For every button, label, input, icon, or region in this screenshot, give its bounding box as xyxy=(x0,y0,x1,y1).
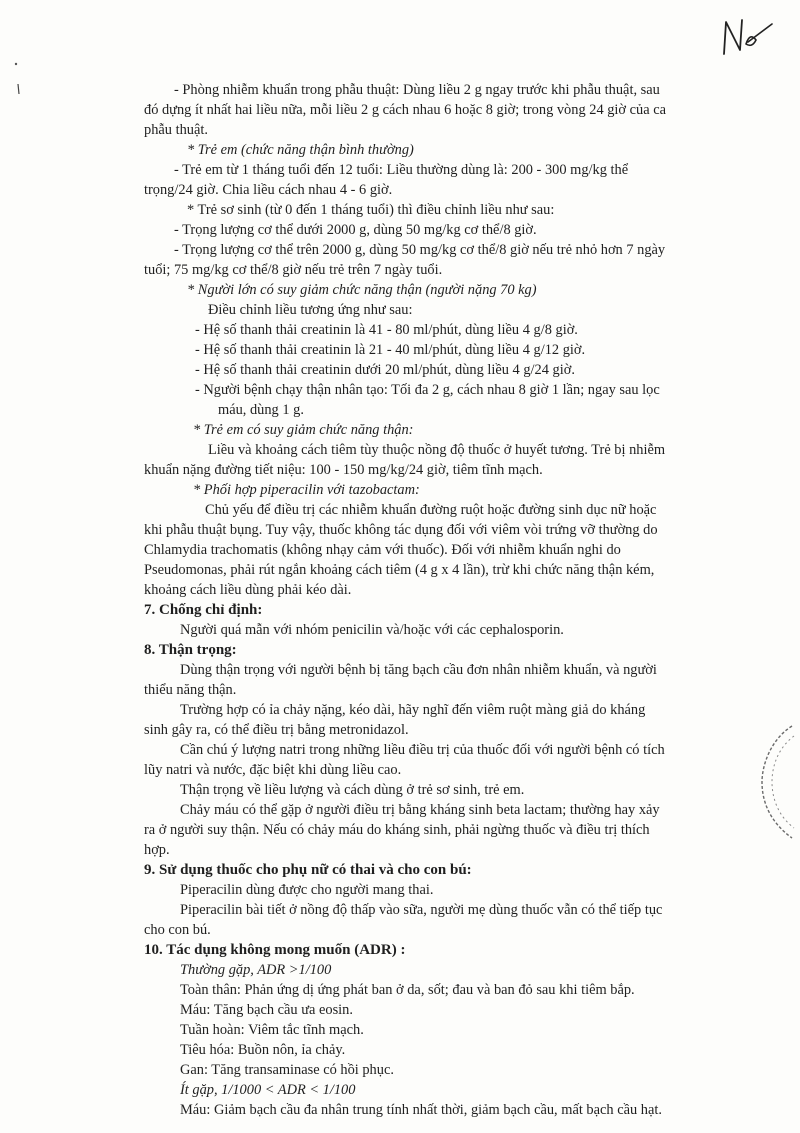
section-heading-precautions: 8. Thận trọng: xyxy=(144,642,237,658)
doc-line: Piperacilin dùng được cho người mang thai. xyxy=(180,882,434,898)
doc-line: - Người bệnh chạy thận nhân tạo: Tối đa 2 g, cách nhau 8 giờ 1 lần; ngay sau lọc xyxy=(195,382,660,398)
scan-speck xyxy=(10,60,24,100)
doc-line: - Hệ số thanh thải creatinin là 21 - 40 ml/phút, dùng liều 4 g/12 giờ. xyxy=(195,342,586,358)
doc-subheading: Ít gặp, 1/1000 < ADR < 1/100 xyxy=(180,1082,356,1098)
doc-line: - Trọng lượng cơ thể dưới 2000 g, dùng 50 mg/kg cơ thể/8 giờ. xyxy=(174,222,537,238)
doc-line: Gan: Tăng transaminase có hồi phục. xyxy=(180,1062,394,1078)
doc-line: - Trọng lượng cơ thể trên 2000 g, dùng 50 mg/kg cơ thể/8 giờ nếu trẻ nhỏ hơn 7 ngày xyxy=(174,242,666,258)
doc-line: - Hệ số thanh thải creatinin dưới 20 ml/phút, dùng liều 4 g/24 giờ. xyxy=(195,362,575,378)
doc-line: ra ở người suy thận. Nếu có chảy máu do kháng sinh, phải ngừng thuốc và điều trị thích xyxy=(144,822,650,838)
doc-line: Piperacilin bài tiết ở nồng độ thấp vào sữa, người mẹ dùng thuốc vẫn có thể tiếp tục xyxy=(180,902,663,918)
doc-subheading: * Trẻ em có suy giảm chức năng thận: xyxy=(193,422,414,438)
doc-line: Người quá mẫn với nhóm penicilin và/hoặc với các cephalosporin. xyxy=(180,622,564,638)
doc-line: Máu: Tăng bạch cầu ưa eosin. xyxy=(180,1002,353,1018)
doc-line: lũy natri và nước, đặc biệt khi dùng liều cao. xyxy=(144,762,402,778)
doc-subheading: * Phối hợp piperacilin với tazobactam: xyxy=(193,482,420,498)
doc-line: Cần chú ý lượng natri trong những liều điều trị của thuốc đối với người bệnh có tích xyxy=(180,742,665,758)
doc-line: khuẩn nặng đường tiết niệu: 100 - 150 mg/kg/24 giờ, tiêm tĩnh mạch. xyxy=(144,462,543,478)
doc-line: Máu: Giảm bạch cầu đa nhân trung tính nhất thời, giảm bạch cầu, mất bạch cầu hạt. xyxy=(180,1102,662,1118)
handwritten-mark xyxy=(716,14,778,65)
doc-line: Tiêu hóa: Buồn nôn, ỉa chảy. xyxy=(180,1042,346,1058)
doc-line: trọng/24 giờ. Chia liều cách nhau 4 - 6 giờ. xyxy=(144,182,393,198)
doc-line: Thận trọng về liều lượng và cách dùng ở trẻ sơ sinh, trẻ em. xyxy=(180,782,525,798)
doc-line: Dùng thận trọng với người bệnh bị tăng bạch cầu đơn nhân nhiễm khuẩn, và người xyxy=(180,662,657,678)
doc-line: - Hệ số thanh thải creatinin là 41 - 80 ml/phút, dùng liều 4 g/8 giờ. xyxy=(195,322,578,338)
doc-line: Chảy máu có thể gặp ở người điều trị bằng kháng sinh beta lactam; thường hay xảy xyxy=(180,802,660,818)
doc-line: máu, dùng 1 g. xyxy=(218,402,304,418)
doc-line: - Phòng nhiễm khuẩn trong phẫu thuật: Dùng liều 2 g ngay trước khi phẫu thuật, sau xyxy=(174,82,660,98)
doc-line: Pseudomonas, phải rút ngắn khoảng cách tiêm (4 g x 4 lần), trừ khi chức năng thận kém, xyxy=(144,562,655,578)
doc-line: phẫu thuật. xyxy=(144,122,208,138)
doc-line: Chlamydia trachomatis (không nhạy cảm với thuốc). Đối với nhiễm khuẩn nghi do xyxy=(144,542,621,558)
doc-line: Toàn thân: Phản ứng dị ứng phát ban ở da, sốt; đau và ban đỏ sau khi tiêm bắp. xyxy=(180,982,635,998)
doc-line: thiểu năng thận. xyxy=(144,682,237,698)
doc-line: - Trẻ em từ 1 tháng tuổi đến 12 tuổi: Liều thường dùng là: 200 - 300 mg/kg thể xyxy=(174,162,629,178)
doc-line: khi phẫu thuật bụng. Tuy vậy, thuốc không tác dụng đối với viêm vòi trứng vỡ thường do xyxy=(144,522,658,538)
doc-line: Liều và khoảng cách tiêm tùy thuộc nồng độ thuốc ở huyết tương. Trẻ bị nhiễm xyxy=(208,442,666,458)
doc-line: cho con bú. xyxy=(144,922,211,938)
doc-line: Trường hợp có ỉa chảy nặng, kéo dài, hãy nghĩ đến viêm ruột màng giả do kháng xyxy=(180,702,646,718)
doc-subheading: * Trẻ sơ sinh (từ 0 đến 1 tháng tuổi) thì điều chỉnh liều như sau: xyxy=(187,202,555,218)
doc-line: hợp. xyxy=(144,842,170,858)
doc-subheading: * Người lớn có suy giảm chức năng thận (người nặng 70 kg) xyxy=(187,282,537,298)
section-heading-contraindications: 7. Chống chỉ định: xyxy=(144,602,263,618)
section-heading-pregnancy: 9. Sử dụng thuốc cho phụ nữ có thai và cho con bú: xyxy=(144,862,472,878)
doc-line: khoảng cách liều dùng phải kéo dài. xyxy=(144,582,352,598)
doc-subheading: * Trẻ em (chức năng thận bình thường) xyxy=(187,142,414,158)
section-heading-adr: 10. Tác dụng không mong muốn (ADR) : xyxy=(144,942,406,958)
doc-line: Chủ yếu để điều trị các nhiễm khuẩn đường ruột hoặc đường sinh dục nữ hoặc xyxy=(205,502,657,518)
doc-line: Tuần hoàn: Viêm tắc tĩnh mạch. xyxy=(180,1022,364,1038)
doc-line: sinh gây ra, có thể điều trị bằng metronidazol. xyxy=(144,722,409,738)
doc-line: Điều chỉnh liều tương ứng như sau: xyxy=(208,302,413,318)
doc-subheading: Thường gặp, ADR >1/100 xyxy=(180,962,332,978)
partial-stamp-edge xyxy=(756,722,796,842)
doc-line: tuổi; 75 mg/kg cơ thể/8 giờ nếu trẻ trên 7 ngày tuổi. xyxy=(144,262,443,278)
doc-line: đó dựng ít nhất hai liều nữa, mỗi liều 2 g cách nhau 6 hoặc 8 giờ; trong vòng 24 giờ của ca xyxy=(144,102,666,118)
